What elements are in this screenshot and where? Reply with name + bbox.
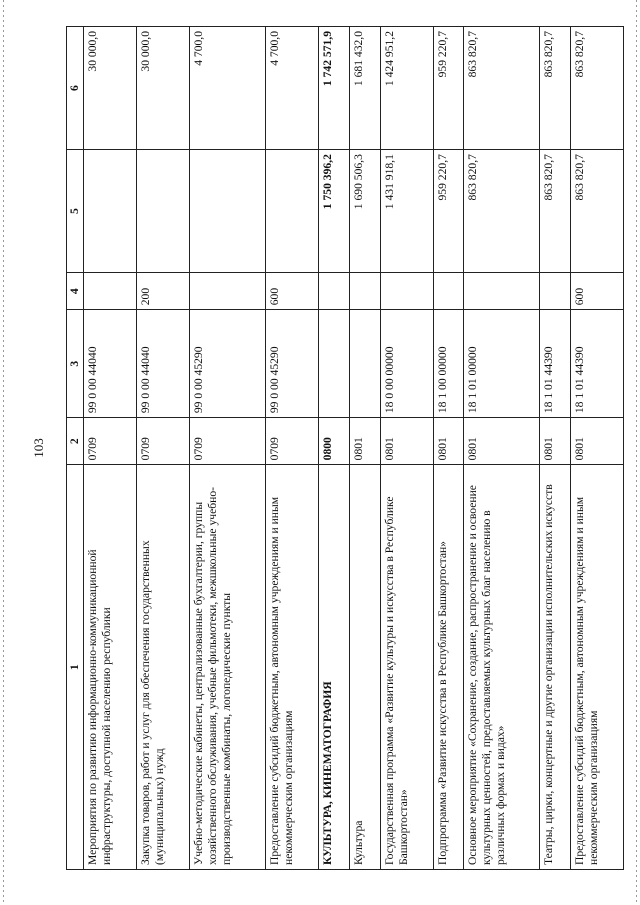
amount-cell	[84, 150, 137, 273]
amount-cell: 863 820,7	[570, 150, 623, 273]
target-code-cell: 99 0 00 44040	[84, 310, 137, 418]
amount-cell: 959 220,7	[433, 27, 464, 150]
budget-table	[66, 26, 624, 870]
name-cell: Мероприятия по развитию информационно-коммуникационной инфраструктуры, доступной населению республики	[84, 465, 137, 870]
rotated-table-container	[66, 26, 624, 870]
section-code-cell: 0709	[266, 418, 319, 465]
table-row	[349, 27, 380, 870]
target-code-cell: 99 0 00 44040	[137, 310, 190, 418]
amount-cell: 1 690 506,3	[349, 150, 380, 273]
name-cell: Культура	[349, 465, 380, 870]
section-code-cell: 0801	[570, 418, 623, 465]
header-cell: 4	[67, 273, 84, 310]
section-code-cell: 0801	[380, 418, 433, 465]
table-row	[266, 27, 319, 870]
amount-cell: 1 750 396,2	[319, 150, 350, 273]
table-row	[380, 27, 433, 870]
expense-type-cell: 600	[266, 273, 319, 310]
section-code-cell: 0801	[540, 418, 571, 465]
expense-type-cell	[433, 273, 464, 310]
expense-type-cell	[319, 273, 350, 310]
amount-cell	[266, 150, 319, 273]
expense-type-cell	[84, 273, 137, 310]
expense-type-cell: 600	[570, 273, 623, 310]
scan-edge-right	[636, 0, 637, 905]
section-code-cell: 0709	[190, 418, 266, 465]
expense-type-cell: 200	[137, 273, 190, 310]
amount-cell	[190, 150, 266, 273]
name-cell: КУЛЬТУРА, КИНЕМАТОГРАФИЯ	[319, 465, 350, 870]
name-cell: Предоставление субсидий бюджетным, автономным учреждениям и иным некоммерческим организациям	[570, 465, 623, 870]
name-cell: Подпрограмма «Развитие искусства в Республике Башкортостан»	[433, 465, 464, 870]
amount-cell: 4 700,0	[190, 27, 266, 150]
header-cell: 5	[67, 150, 84, 273]
header-cell: 3	[67, 310, 84, 418]
amount-cell: 959 220,7	[433, 150, 464, 273]
amount-cell: 1 431 918,1	[380, 150, 433, 273]
amount-cell: 863 820,7	[570, 27, 623, 150]
table-row	[540, 27, 571, 870]
name-cell: Предоставление субсидий бюджетным, автономным учреждениям и иным некоммерческим организациям	[266, 465, 319, 870]
amount-cell: 863 820,7	[464, 27, 540, 150]
amount-cell: 1 681 432,0	[349, 27, 380, 150]
target-code-cell	[349, 310, 380, 418]
target-code-cell: 18 1 01 00000	[464, 310, 540, 418]
amount-cell	[137, 150, 190, 273]
table-row	[190, 27, 266, 870]
table-row	[319, 27, 350, 870]
table-row	[84, 27, 137, 870]
scan-edge-left	[3, 0, 4, 905]
section-code-cell: 0801	[349, 418, 380, 465]
expense-type-cell	[540, 273, 571, 310]
name-cell: Учебно-методические кабинеты, централизованные бухгалтерии, группы хозяйственного обслуживания, учебные фильмотеки, межшкольные учебно-производственные комбинаты, логопедические пункты	[190, 465, 266, 870]
amount-cell: 1 424 951,2	[380, 27, 433, 150]
header-row	[67, 27, 84, 870]
section-code-cell: 0709	[137, 418, 190, 465]
expense-type-cell	[380, 273, 433, 310]
table-row	[570, 27, 623, 870]
section-code-cell: 0709	[84, 418, 137, 465]
name-cell: Основное мероприятие «Сохранение, создание, распространение и освоение культурных ценностей, предоставляемых культурных благ населению в различных формах и видах»	[464, 465, 540, 870]
expense-type-cell	[190, 273, 266, 310]
table-row	[137, 27, 190, 870]
section-code-cell: 0800	[319, 418, 350, 465]
name-cell: Государственная программа «Развитие культуры и искусства в Республике Башкортостан»	[380, 465, 433, 870]
amount-cell: 863 820,7	[540, 27, 571, 150]
target-code-cell: 99 0 00 45290	[190, 310, 266, 418]
page-number: 103	[31, 438, 46, 458]
table-row	[464, 27, 540, 870]
section-code-cell: 0801	[433, 418, 464, 465]
amount-cell: 863 820,7	[464, 150, 540, 273]
header-cell: 1	[67, 465, 84, 870]
expense-type-cell	[464, 273, 540, 310]
amount-cell: 863 820,7	[540, 150, 571, 273]
target-code-cell: 99 0 00 45290	[266, 310, 319, 418]
target-code-cell: 18 1 01 44390	[570, 310, 623, 418]
header-cell: 2	[67, 418, 84, 465]
amount-cell: 4 700,0	[266, 27, 319, 150]
table-row	[433, 27, 464, 870]
expense-type-cell	[349, 273, 380, 310]
target-code-cell: 18 0 00 00000	[380, 310, 433, 418]
amount-cell: 30 000,0	[84, 27, 137, 150]
header-cell: 6	[67, 27, 84, 150]
section-code-cell: 0801	[464, 418, 540, 465]
target-code-cell	[319, 310, 350, 418]
name-cell: Закупка товаров, работ и услуг для обеспечения государственных (муниципальных) нужд	[137, 465, 190, 870]
target-code-cell: 18 1 01 44390	[540, 310, 571, 418]
amount-cell: 1 742 571,9	[319, 27, 350, 150]
name-cell: Театры, цирки, концертные и другие организации исполнительских искусств	[540, 465, 571, 870]
target-code-cell: 18 1 00 00000	[433, 310, 464, 418]
amount-cell: 30 000,0	[137, 27, 190, 150]
